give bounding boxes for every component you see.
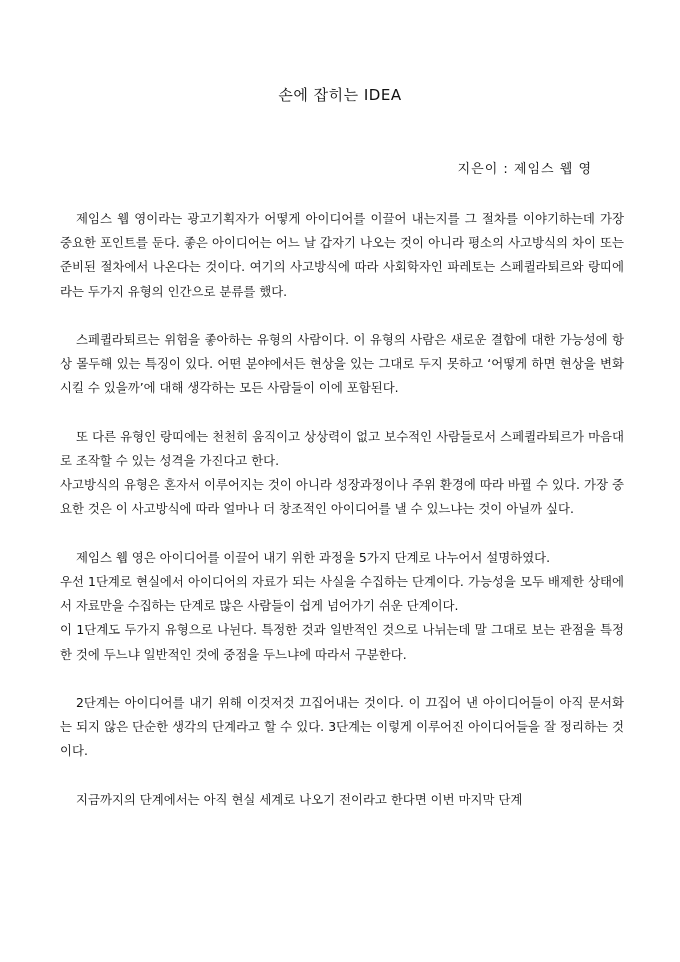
paragraph bbox=[60, 788, 624, 812]
paragraph-line: 또 다른 유형인 랑띠에는 천천히 움직이고 상상력이 없고 보수적인 사람들로서 스페퀼라퇴르가 마음대로 조작할 수 있는 성격을 가진다고 한다. bbox=[60, 428, 624, 468]
paragraph-line: 2단계는 아이디어를 내기 위해 이것저것 끄집어내는 것이다. 이 끄집어 낸 아이디어들이 아직 문서화는 되지 않은 단순한 생각의 단계라고 할 수 있다. 3단계는 이렇게 이루어진 아이디어들을 잘 정리하는 것이다. bbox=[60, 695, 624, 759]
document-title: 손에 잡히는 IDEA bbox=[278, 86, 402, 104]
paragraph-line: 지금까지의 단계에서는 아직 현실 세계로 나오기 전이라고 한다면 이번 마지막 단계 bbox=[76, 791, 523, 807]
paragraph bbox=[60, 546, 624, 667]
paragraph-line: 사고방식의 유형은 혼자서 이루어지는 것이 아니라 성장과정이나 주위 환경에 따라 바뀔 수 있다. 가장 중요한 것은 이 사고방식에 따라 얼마나 더 창조적인 아이디어를 낼 수 있느냐는 것이 아닐까 싶다. bbox=[60, 477, 624, 517]
paragraph bbox=[60, 207, 624, 304]
paragraph-line: 제임스 웹 영이라는 광고기획자가 어떻게 아이디어를 이끌어 내는지를 그 절차를 이야기하는데 가장 중요한 포인트를 둔다. 좋은 아이디어는 어느 날 갑자기 나오는 것이 아니라 평소의 사고방식의 차이 또는 준비된 절차에서 나온다는 것이다. 여기의 사고방식에 따라 사회학자인 파레토는 스페퀼라퇴르와 랑띠에라는 두가지 유형의 인간으로 분류를 했다. bbox=[60, 211, 624, 299]
paragraph-line: 우선 1단계로 현실에서 아이디어의 자료가 되는 사실을 수집하는 단계이다. 가능성을 모두 배제한 상태에서 자료만을 수집하는 단계로 많은 사람들이 쉽게 넘어가기 쉬운 단계이다. bbox=[60, 574, 624, 614]
paragraph-line: 이 1단계도 두가지 유형으로 나뉜다. 특정한 것과 일반적인 것으로 나뉘는데 말 그대로 보는 관점을 특정한 것에 두느냐 일반적인 것에 중점을 두느냐에 따라서 구분한다. bbox=[60, 622, 624, 662]
document-author: 지은이 : 제임스 웹 영 bbox=[457, 162, 592, 177]
paragraph bbox=[60, 328, 624, 401]
paragraph bbox=[60, 425, 624, 522]
paragraph-line: 스페퀼라퇴르는 위험을 좋아하는 유형의 사람이다. 이 유형의 사람은 새로운 결합에 대한 가능성에 항상 몰두해 있는 특징이 있다. 어떤 분야에서든 현상을 있는 그대로 두지 못하고 ‘어떻게 하면 현상을 변화시킬 수 있을까’에 대해 생각하는 모든 사람들이 이에 포함된다. bbox=[60, 332, 624, 396]
document-body bbox=[60, 207, 624, 836]
paragraph bbox=[60, 691, 624, 764]
paragraph-line: 제임스 웹 영은 아이디어를 이끌어 내기 위한 과정을 5가지 단계로 나누어서 설명하였다. bbox=[76, 549, 551, 565]
